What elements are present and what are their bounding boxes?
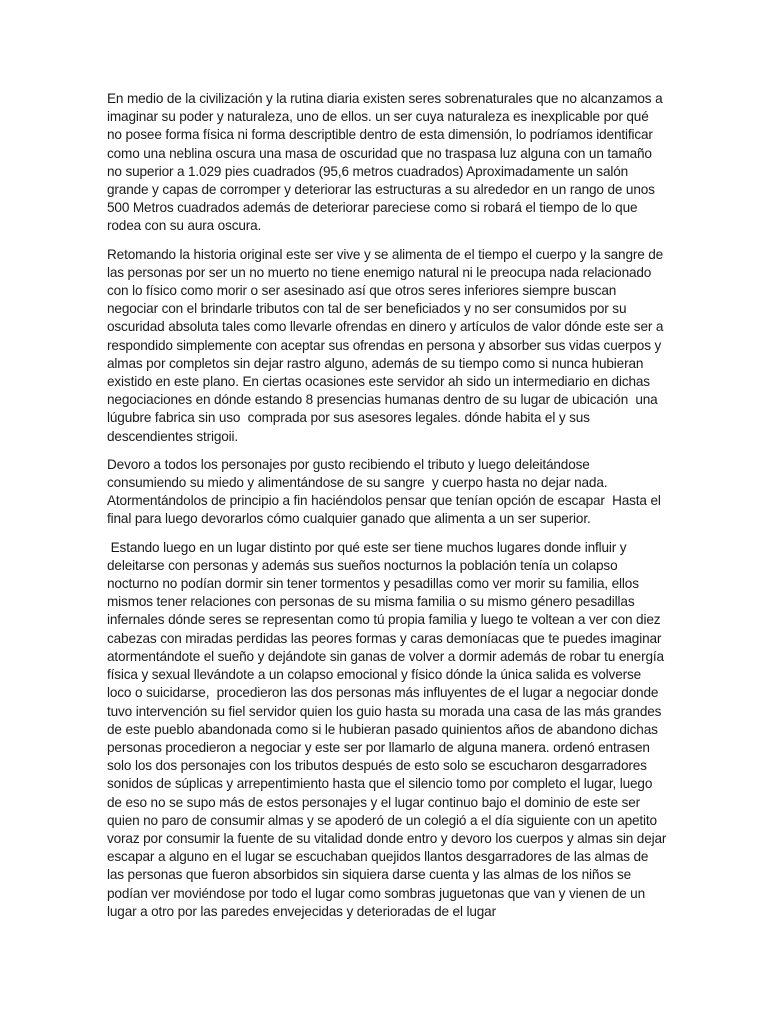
paragraph-2: Retomando la historia original este ser vive y se alimenta de el tiempo el cuerpo y la sangre de las personas por ser un no muerto no tiene enemigo natural ni le preocupa nada relacionado con lo físico como morir o ser asesinado así que otros seres inferiores siempre buscan negociar con el brindarle tributos con tal de ser beneficiados y no ser consumidos por su oscuridad absoluta tales como llevarle ofrendas en dinero y artículos de valor dónde este ser a respondido simplemente con aceptar sus ofrendas en persona y absorber sus vidas cuerpos y almas por completos sin dejar rastro alguno, además de su tiempo como si nunca hubieran existido en este plano. En ciertas ocasiones este servidor ah sido un intermediario en dichas negociaciones en dónde estando 8 presencias humanas dentro de su lugar de ubicación una lúgubre fabrica sin uso comprada por sus asesores legales. dónde habita el y sus descendientes strigoii. — [107, 246, 667, 444]
document-body — [107, 90, 670, 931]
paragraph-3: Devoro a todos los personajes por gusto recibiendo el tributo y luego deleitándose consumiendo su miedo y alimentándose de su sangre y cuerpo hasta no dejar nada. Atormentándolos de principio a fin haciéndolos pensar que tenían opción de escapar Hasta el final para luego devorarlos cómo cualquier ganado que alimenta a un ser superior. — [107, 456, 665, 527]
paragraph-1: En medio de la civilización y la rutina diaria existen seres sobrenaturales que no alcanzamos a imaginar su poder y naturaleza, uno de ellos. un ser cuya naturaleza es inexplicable por qué no posee forma física ni forma descriptible dentro de esta dimensión, lo podríamos identificar como una neblina oscura una masa de oscuridad que no traspasa luz alguna con un tamaño no superior a 1.029 pies cuadrados (95,6 metros cuadrados) Aproximadamente un salón grande y capas de corromper y deteriorar las estructuras a su alrededor en un rango de unos 500 Metros cuadrados además de deteriorar pareciese como si robará el tiempo de lo que rodea con su aura oscura. — [107, 91, 667, 234]
paragraph-4: Estando luego en un lugar distinto por qué este ser tiene muchos lugares donde influir y deleitarse con personas y además sus sueños nocturnos la población tenía un colapso nocturno no podían dormir sin tener tormentos y pesadillas como ver morir su familia, ellos mismos tener relaciones con personas de su misma familia o su mismo género pesadillas infernales dónde seres se representan como tú propia familia y luego te voltean a ver con diez cabezas con miradas perdidas las peores formas y caras demoníacas que te puedes imaginar atormentándote el sueño y dejándote sin ganas de volver a dormir además de robar tu energía física y sexual llevándote a un colapso emocional y físico dónde la única salida es volverse loco o suicidarse, procedieron las dos personas más influyentes de el lugar a negociar donde tuvo intervención su fiel servidor quien los guio hasta su morada una casa de las más grandes de este pueblo abandonada como si le hubieran pasado quinientos años de abandono dichas personas procedieron a negociar y este ser por llamarlo de alguna manera. ordenó entrasen solo los dos personajes con los tributos después de esto solo se escucharon desgarradores sonidos de súplicas y arrepentimiento hasta que el silencio tomo por completo el lugar, luego de eso no se supo más de estos personajes y el lugar continuo bajo el dominio de este ser quien no paro de consumir almas y se apoderó de un colegió a el día siguiente con un apetito voraz por consumir la fuente de su vitalidad donde entro y devoro los cuerpos y almas sin dejar escapar a alguno en el lugar se escuchaban quejidos llantos desgarradores de las almas de las personas que fueron absorbidos sin siquiera darse cuenta y las almas de los niños se podían ver moviéndose por todo el lugar como sombras juguetonas que van y vienen de un lugar a otro por las paredes envejecidas y deterioradas de el lugar — [107, 539, 670, 919]
